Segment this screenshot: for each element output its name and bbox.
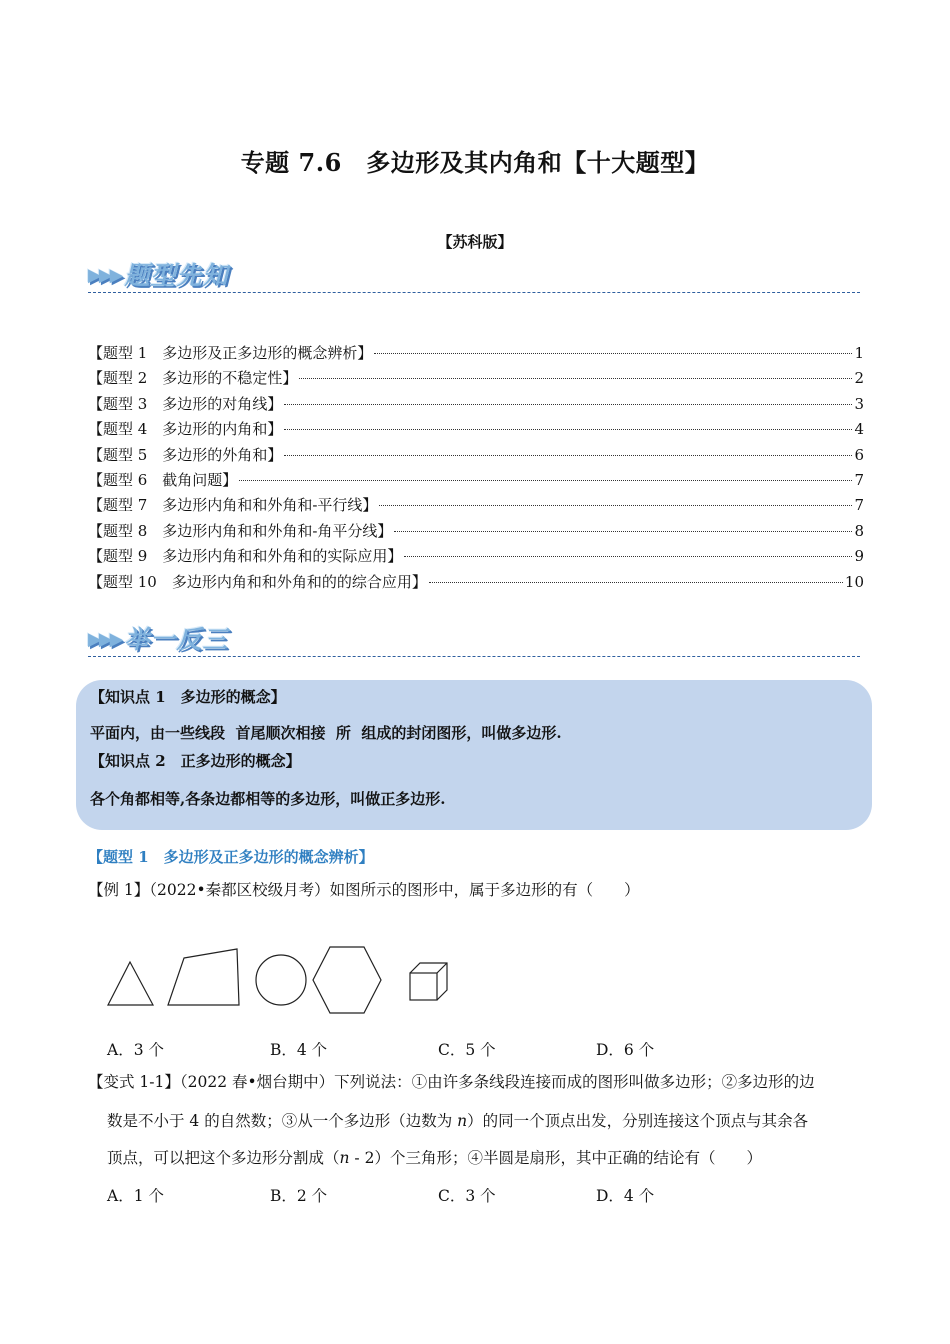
toc-leader-dots: [239, 480, 852, 481]
variant-1-1-line-2: [107, 1104, 808, 1139]
toc-item[interactable]: [88, 469, 864, 494]
choice-d[interactable]: D．4 个: [596, 1187, 655, 1205]
toc-item-page: 1: [854, 344, 864, 362]
toc-item-label: 【题型 3 多边形的对角线】: [88, 394, 283, 413]
variable-n: n: [457, 1112, 468, 1130]
knowledge-point-2-text: 各个角都相等,各条边都相等的多边形，叫做正多边形.: [90, 790, 446, 808]
section-divider: [88, 292, 860, 293]
toc-item-page: 8: [854, 521, 864, 540]
page-title: 专题 7.6 多边形及其内角和【十大题型】: [240, 148, 710, 177]
toc-item-page: 7: [854, 470, 864, 489]
toc-item-page: 2: [854, 369, 864, 388]
toc-item-page: 10: [844, 572, 864, 591]
quadrilateral-shape: [168, 949, 239, 1005]
knowledge-point-1-title: 【知识点 1 多边形的概念】: [90, 688, 286, 706]
variant-text: 顶点，可以把这个多边形分割成（: [107, 1149, 340, 1167]
toc-leader-dots: [379, 505, 852, 506]
choice-a[interactable]: A．1 个: [107, 1187, 164, 1205]
toc-leader-dots: [284, 429, 852, 430]
toc-item-label: 【题型 8 多边形内角和和外角和-角平分线】: [88, 521, 393, 540]
toc-item[interactable]: [88, 393, 864, 418]
toc-leader-dots: [299, 378, 852, 379]
example-1-question: 【例 1】（2022•秦都区校级月考）如图所示的图形中，属于多边形的有（ ）: [88, 881, 640, 899]
shapes-figure: [100, 940, 460, 1015]
toc-item[interactable]: [88, 520, 864, 545]
toc-item-label: 【题型 4 多边形的内角和】: [88, 420, 283, 439]
variant-1-1-line-1: 【变式 1-1】（2022 春•烟台期中）下列说法：①由许多条线段连接而成的图形叫做多边形；②多边形的边: [88, 1073, 815, 1091]
triple-arrow-icon: ▶▶▶: [88, 629, 121, 650]
circle-shape: [256, 955, 306, 1005]
practice-banner: [88, 620, 229, 658]
edition-label: 【苏科版】: [437, 233, 513, 251]
toc-item-page: 7: [854, 496, 864, 515]
triple-arrow-icon: ▶▶▶: [88, 265, 121, 286]
preview-banner: [88, 256, 229, 294]
toc-item[interactable]: [88, 444, 864, 469]
toc-item-label: 【题型 10 多边形内角和和外角和的的综合应用】: [88, 572, 427, 591]
knowledge-point-1-text: 平面内，由一些线段 首尾顺次相接 所 组成的封闭图形，叫做多边形.: [90, 724, 562, 742]
preview-banner-text: 题型先知: [124, 261, 229, 290]
toc-item-label: 【题型 9 多边形内角和和外角和的实际应用】: [88, 547, 403, 566]
toc-leader-dots: [394, 531, 852, 532]
knowledge-box: [76, 680, 872, 830]
choice-c[interactable]: C．5 个: [438, 1041, 496, 1059]
toc-item-page: 9: [854, 547, 864, 566]
question-type-1-heading: 【题型 1 多边形及正多边形的概念辨析】: [88, 848, 374, 866]
toc-item-label: 【题型 5 多边形的外角和】: [88, 445, 283, 464]
choice-b[interactable]: B．4 个: [270, 1041, 328, 1059]
example-1-choices: [0, 1038, 950, 1062]
toc-item-label: 【题型 6 截角问题】: [88, 470, 238, 489]
toc-item-label: 【题型 7 多边形内角和和外角和-平行线】: [88, 496, 378, 515]
toc-leader-dots: [429, 582, 843, 583]
choice-c[interactable]: C．3 个: [438, 1187, 496, 1205]
variant-text: ）的同一个顶点出发，分别连接这个顶点与其余各: [467, 1112, 809, 1130]
variant-1-1-line-3: [107, 1141, 762, 1176]
choice-a[interactable]: A．3 个: [107, 1041, 164, 1059]
toc-item[interactable]: [88, 367, 864, 392]
section-divider: [88, 656, 860, 657]
variant-text: 数是不小于 4 的自然数；③从一个多边形（边数为: [107, 1112, 458, 1130]
toc-item[interactable]: [88, 545, 864, 570]
practice-banner-text: 举一反三: [124, 625, 229, 654]
toc-item-label: 【题型 2 多边形的不稳定性】: [88, 369, 298, 388]
toc-item-page: 3: [854, 394, 864, 413]
variable-n: n: [339, 1149, 350, 1167]
toc-leader-dots: [404, 556, 852, 557]
toc-leader-dots: [284, 455, 852, 456]
toc-leader-dots: [374, 353, 852, 354]
knowledge-point-2-title: 【知识点 2 正多边形的概念】: [90, 752, 301, 770]
choice-b[interactable]: B．2 个: [270, 1187, 328, 1205]
cube-shape: [410, 963, 447, 1000]
choice-d[interactable]: D．6 个: [596, 1041, 655, 1059]
variant-1-1-choices: [0, 1184, 950, 1208]
variant-text: - 2）个三角形；④半圆是扇形，其中正确的结论有（ ）: [349, 1149, 762, 1167]
toc-item[interactable]: [88, 342, 864, 367]
toc-item-page: 6: [854, 445, 864, 464]
toc-item-page: 4: [854, 420, 864, 439]
toc-leader-dots: [284, 404, 852, 405]
toc-item[interactable]: [88, 494, 864, 519]
table-of-contents: [88, 342, 864, 596]
toc-item[interactable]: [88, 571, 864, 596]
triangle-shape: [108, 962, 153, 1005]
toc-item[interactable]: [88, 418, 864, 443]
toc-item-label: 【题型 1 多边形及正多边形的概念辨析】: [88, 344, 373, 362]
hexagon-shape: [313, 947, 381, 1013]
